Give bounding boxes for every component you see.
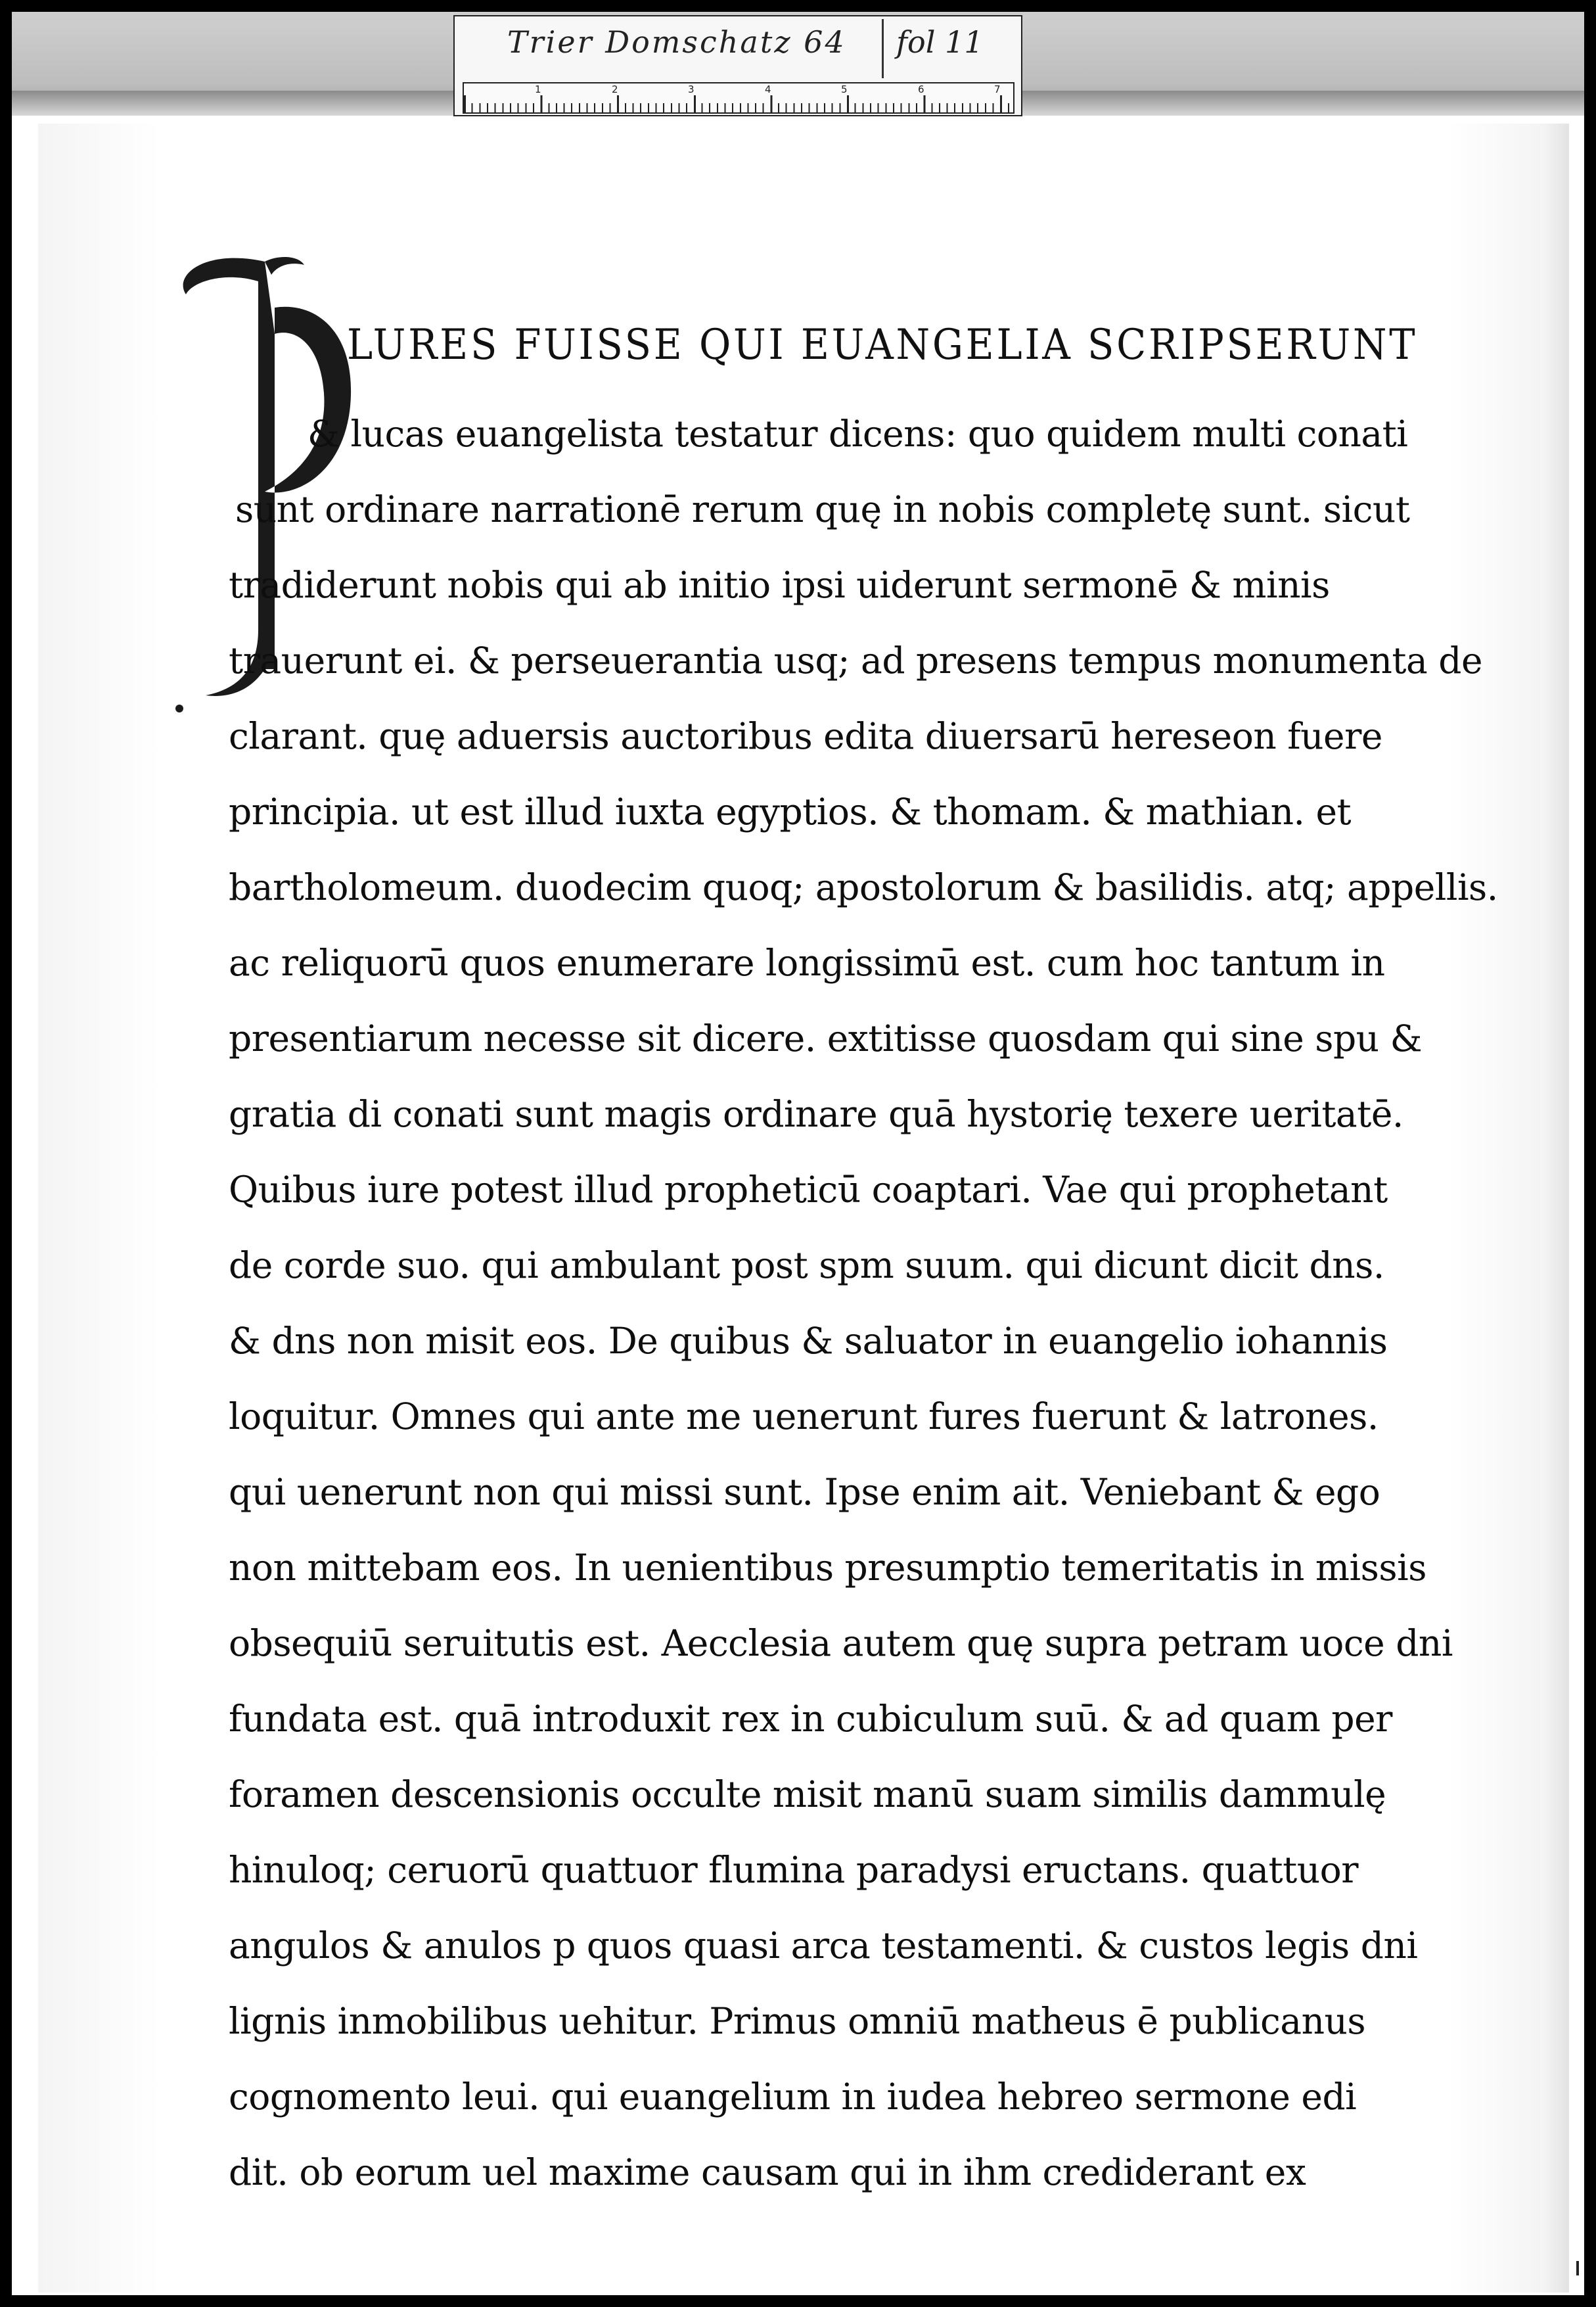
text-line: angulos & anulos p quos quasi arca testamenti. & custos legis dni [229, 1924, 1418, 1967]
text-line: principia. ut est illud iuxta egyptios. & thomam. & mathian. et [229, 791, 1352, 833]
text-line: sunt ordinare narrationē rerum quę in nobis completę sunt. sicut [235, 488, 1410, 530]
text-line: dit. ob eorum uel maxime causam qui in ihm crediderant ex [229, 2151, 1306, 2193]
ruler-number: 1 [535, 83, 541, 95]
text-line: de corde suo. qui ambulant post spm suum. qui dicunt dicit dns. [229, 1244, 1384, 1286]
text-line: clarant. quę aduersis auctoribus edita diuersarū hereseon fuere [229, 715, 1382, 757]
shelfmark-label: Trier Domschatz 64 [507, 24, 846, 60]
photograph [12, 12, 1584, 2295]
text-line: lignis inmobilibus uehitur. Primus omniū matheus ē publicanus [229, 2000, 1366, 2042]
text-line: non mittebam eos. In uenientibus presumptio temeritatis in missis [229, 1547, 1426, 1589]
text-line: hinuloq; ceruorū quattuor flumina paradysi eructans. quattuor [229, 1849, 1359, 1891]
ruler-number: 2 [612, 83, 618, 95]
heading-capitals: LURES FUISSE QUI EUANGELIA SCRIPSERUNT [347, 321, 1418, 369]
text-line: ac reliquorū quos enumerare longissimū est. cum hoc tantum in [229, 942, 1385, 984]
ruler-number: 6 [918, 83, 924, 95]
text-line: qui uenerunt non qui missi sunt. Ipse enim ait. Veniebant & ego [229, 1471, 1380, 1513]
text-line: Quibus iure potest illud propheticū coaptari. Vae qui prophetant [229, 1169, 1388, 1211]
top-strip [12, 12, 1584, 116]
text-line: fundata est. quā introduxit rex in cubiculum suū. & ad quam per [229, 1698, 1392, 1740]
text-line: bartholomeum. duodecim quoq; apostolorum & basilidis. atq; appellis. [229, 866, 1498, 908]
label-divider [882, 19, 884, 78]
ruler-number: 5 [841, 83, 848, 95]
text-line: cognomento leui. qui euangelium in iudea hebreo sermone edi [229, 2076, 1357, 2118]
ruler-number: 4 [765, 83, 771, 95]
page-shadow [1543, 124, 1569, 2293]
ruler-number: 3 [688, 83, 695, 95]
text-line: obsequiū seruitutis est. Aecclesia autem quę supra petram uoce dni [229, 1622, 1453, 1664]
text-line: tradiderunt nobis qui ab initio ipsi uiderunt sermonē & minis [229, 564, 1330, 606]
scale-ruler [463, 82, 1015, 114]
ruler-ticks [464, 95, 1013, 112]
text-line: foramen descensionis occulte misit manū suam similis dammulę [229, 1773, 1386, 1815]
corner-mark [1576, 2261, 1579, 2275]
label-card [453, 15, 1022, 116]
text-line: & lucas euangelista testatur dicens: quo quidem multi conati [308, 413, 1408, 455]
text-line: loquitur. Omnes qui ante me uenerunt fures fuerunt & latrones. [229, 1395, 1379, 1437]
text-line: gratia di conati sunt magis ordinare quā hystorię texere ueritatē. [229, 1093, 1403, 1135]
folio-label: fol 11 [896, 24, 984, 60]
ruler-number: 7 [994, 83, 1001, 95]
text-line: & dns non misit eos. De quibus & saluator in euangelio iohannis [229, 1320, 1388, 1362]
manuscript-page [38, 124, 1569, 2293]
text-line: presentiarum necesse sit dicere. extitisse quosdam qui sine spu & [229, 1017, 1423, 1060]
text-line: trauerunt ei. & perseuerantia usq; ad presens tempus monumenta de [229, 640, 1482, 682]
